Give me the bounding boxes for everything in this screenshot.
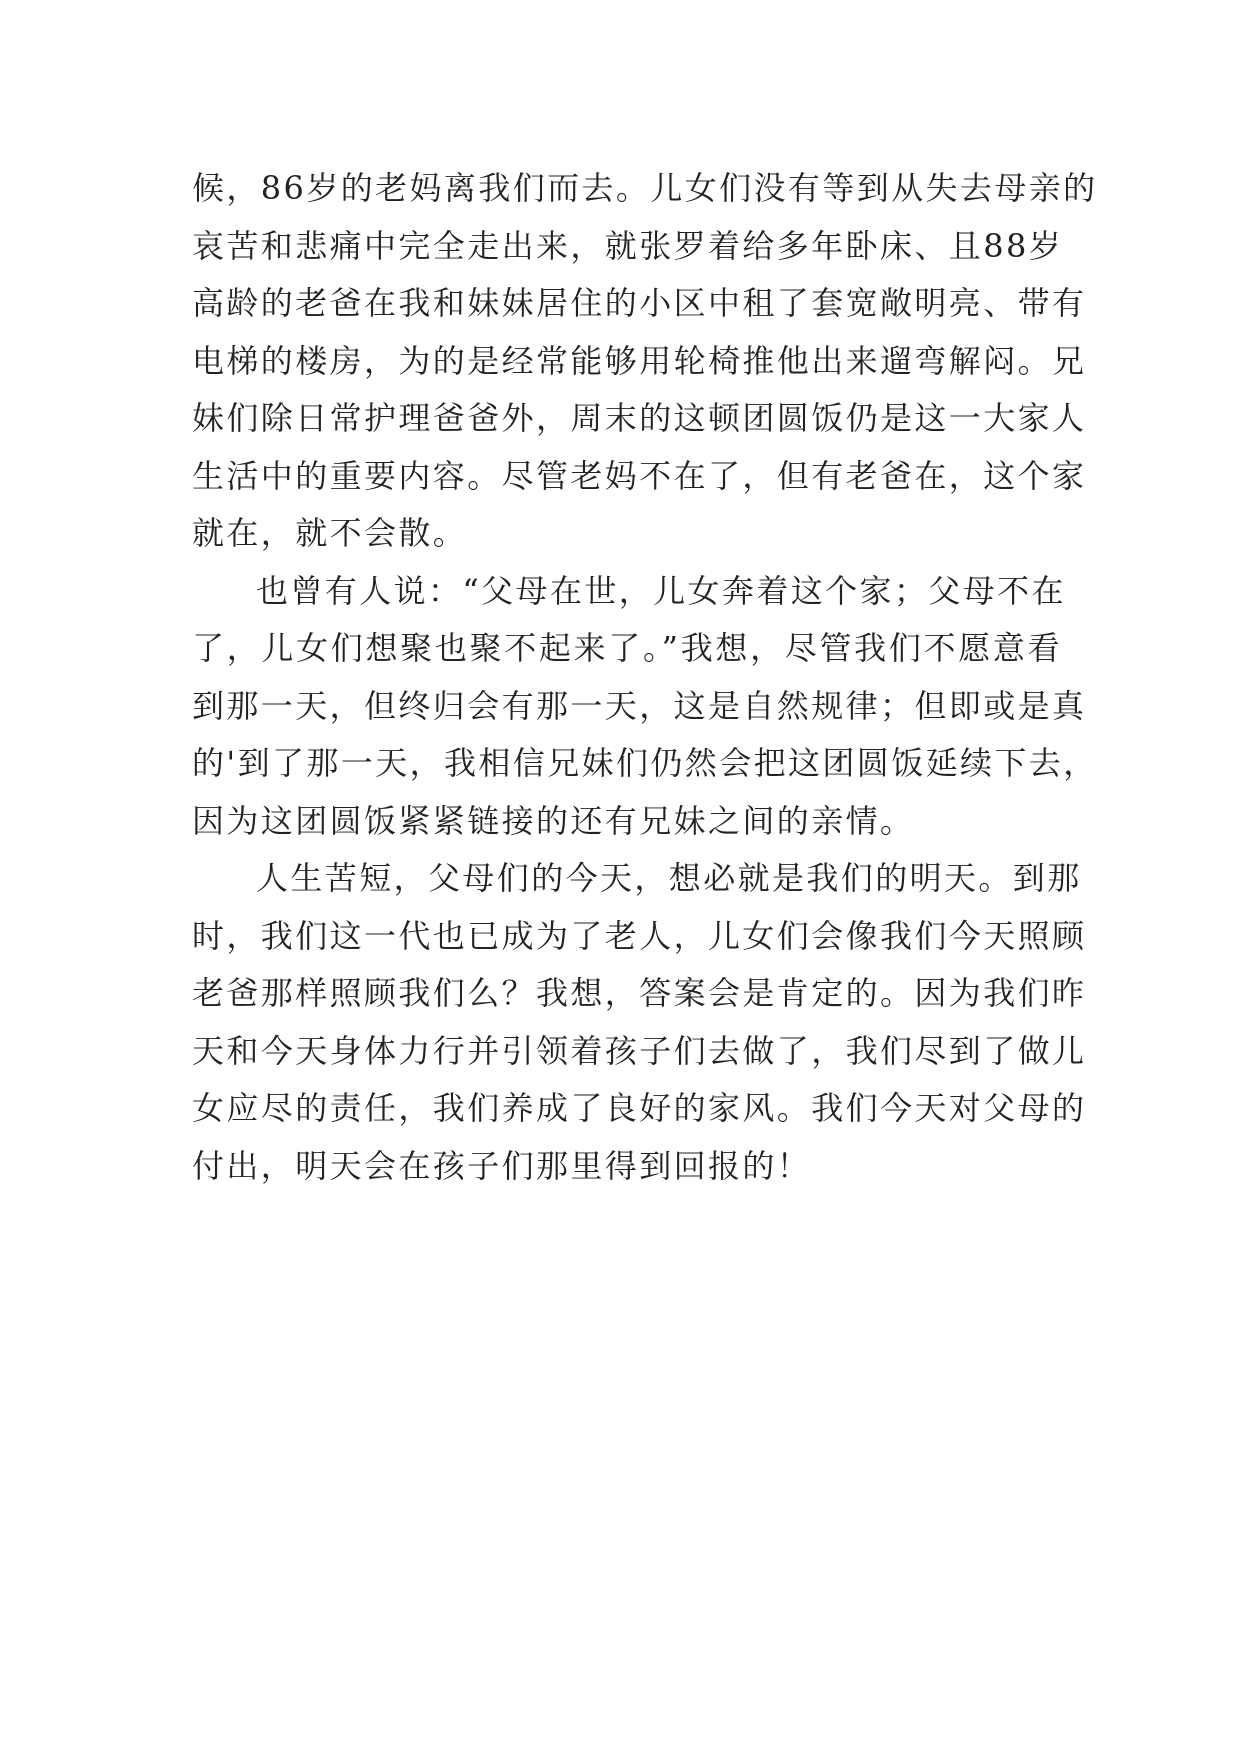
text-line: 高龄的老爸在我和妹妹居住的小区中租了套宽敞明亮、带有 (192, 284, 1087, 322)
text-line: 生活中的重要内容。尽管老妈不在了，但有老爸在，这个家 (192, 456, 1087, 495)
text-line: 哀苦和悲痛中完全走出来，就张罗着给多年卧床、且88岁 (192, 226, 1064, 265)
paragraph-3 (192, 850, 1087, 1195)
text-line: 付出，明天会在孩子们那里得到回报的！ (192, 1146, 812, 1185)
paragraph-2 (192, 563, 1098, 851)
text-line: 老爸那样照顾我们么？我想，答案会是肯定的。因为我们昨 (192, 974, 1087, 1012)
text-line: 电梯的楼房，为的是经常能够用轮椅推他出来遛弯解闷。兄 (192, 341, 1087, 380)
text-line: 妹们除日常护理爸爸外，周末的这顿团圆饭仍是这一大家人 (192, 399, 1087, 437)
body-text (192, 160, 1098, 1195)
text-line: 的'到了那一天，我相信兄妹们仍然会把这团圆饭延续下去， (192, 744, 1098, 782)
text-line: 女应尽的责任，我们养成了良好的家风。我们今天对父母的 (192, 1089, 1087, 1127)
text-line: 天和今天身体力行并引领着孩子们去做了，我们尽到了做儿 (192, 1031, 1087, 1070)
text-line: 也曾有人说：“父母在世，儿女奔着这个家；父母不在 (256, 571, 1066, 610)
text-line: 了，儿女们想聚也聚不起来了。”我想，尽管我们不愿意看 (192, 629, 1062, 667)
text-line: 到那一天，但终归会有那一天，这是自然规律；但即或是真 (192, 686, 1087, 725)
text-line: 因为这团圆饭紧紧链接的还有兄妹之间的亲情。 (192, 801, 915, 840)
paragraph-1 (192, 160, 1098, 563)
text-line: 就在，就不会散。 (192, 514, 468, 552)
text-line: 时，我们这一代也已成为了老人，儿女们会像我们今天照顾 (192, 916, 1087, 955)
text-line: 候，86岁的老妈离我们而去。儿女们没有等到从失去母亲的 (192, 169, 1098, 207)
text-line: 人生苦短，父母们的今天，想必就是我们的明天。到那 (256, 859, 1082, 897)
